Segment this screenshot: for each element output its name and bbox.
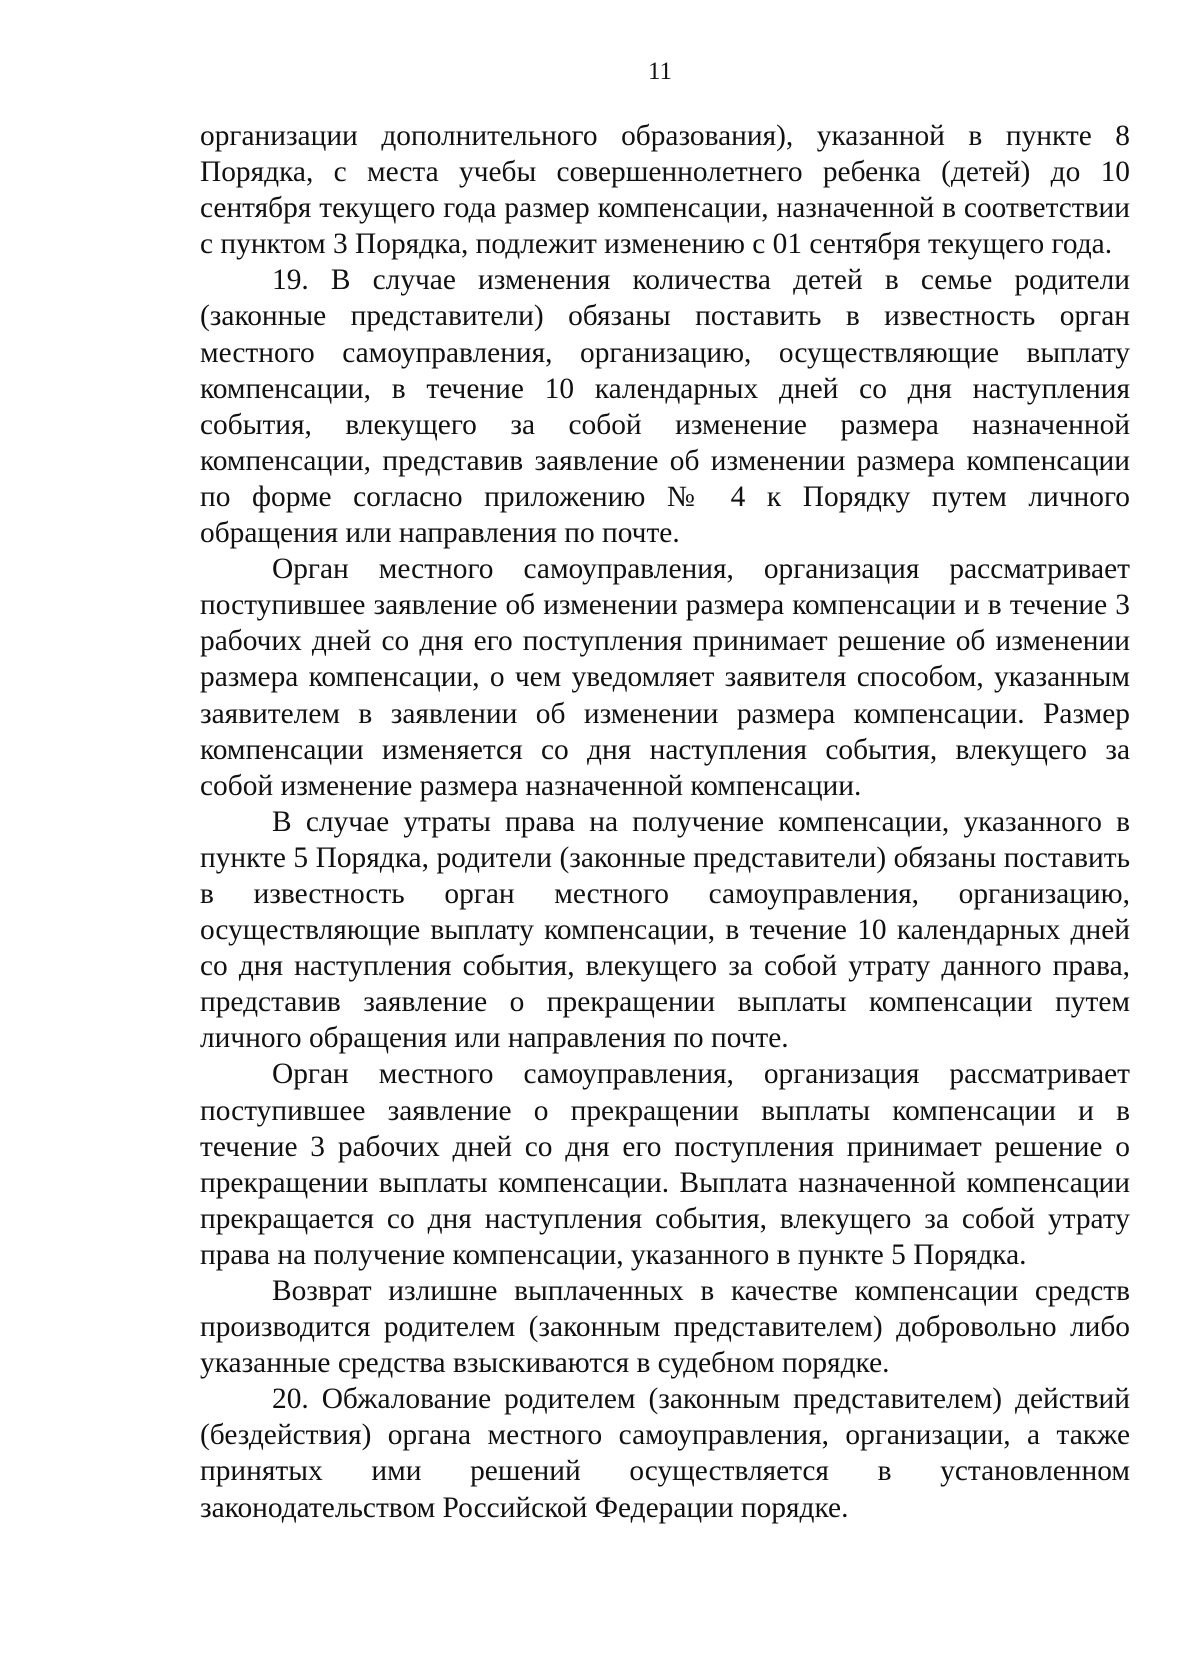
paragraph-continuation: организации дополнительного образования), указанной в пункте 8 Порядка, с места учебы совершеннолетнего ребенка (детей) до 10 сентября текущего года размер компенсации, назначенной в соответствии с пунктом 3 Порядка, подлежит изменению с 01 сентября текущего года.	[200, 120, 1130, 261]
paragraph-loss-of-right: В случае утраты права на получение компенсации, указанного в пункте 5 Порядка, родители (законные представители) обязаны поставить в известность орган местного самоуправления, организацию, осуществляющие выплату компенсации, в течение 10 календарных дней со дня наступления события, влекущего за собой утрату данного права, представив заявление о прекращении выплаты компенсации путем личного обращения или направления по почте.	[200, 805, 1130, 1055]
paragraph-termination-decision: Орган местного самоуправления, организация рассматривает поступившее заявление о прекращении выплаты компенсации и в течение 3 рабочих дней со дня его поступления принимает решение о прекращении выплаты компенсации. Выплата назначенной компенсации прекращается со дня наступления события, влекущего за собой утрату права на получение компенсации, указанного в пункте 5 Порядка.	[200, 1058, 1130, 1271]
paragraph-20: 20. Обжалование родителем (законным представителем) действий (бездействия) органа местного самоуправления, организации, а также принятых ими решений осуществляется в установленном законодательством Российской Федерации порядке.	[200, 1383, 1130, 1524]
paragraph-change-decision: Орган местного самоуправления, организация рассматривает поступившее заявление об изменении размера компенсации и в течение 3 рабочих дней со дня его поступления принимает решение об изменении размера компенсации, о чем уведомляет заявителя способом, указанным заявителем в заявлении об изменении размера компенсации. Размер компенсации изменяется со дня наступления события, влекущего за собой изменение размера назначенной компенсации.	[200, 553, 1130, 802]
document-body	[200, 118, 1130, 1526]
paragraph-19: 19. В случае изменения количества детей в семье родители (законные представители) обязаны поставить в известность орган местного самоуправления, организацию, осуществляющие выплату компенсации, в течение 10 календарных дней со дня наступления события, влекущего за собой изменение размера назначенной компенсации, представив заявление об изменении размера компенсации по форме согласно приложению № 4 к Порядку путем личного обращения или направления по почте.	[200, 264, 1130, 550]
paragraph-refund: Возврат излишне выплаченных в качестве компенсации средств производится родителем (законным представителем) добровольно либо указанные средства взыскиваются в судебном порядке.	[200, 1275, 1130, 1380]
page-number: 11	[647, 58, 673, 85]
